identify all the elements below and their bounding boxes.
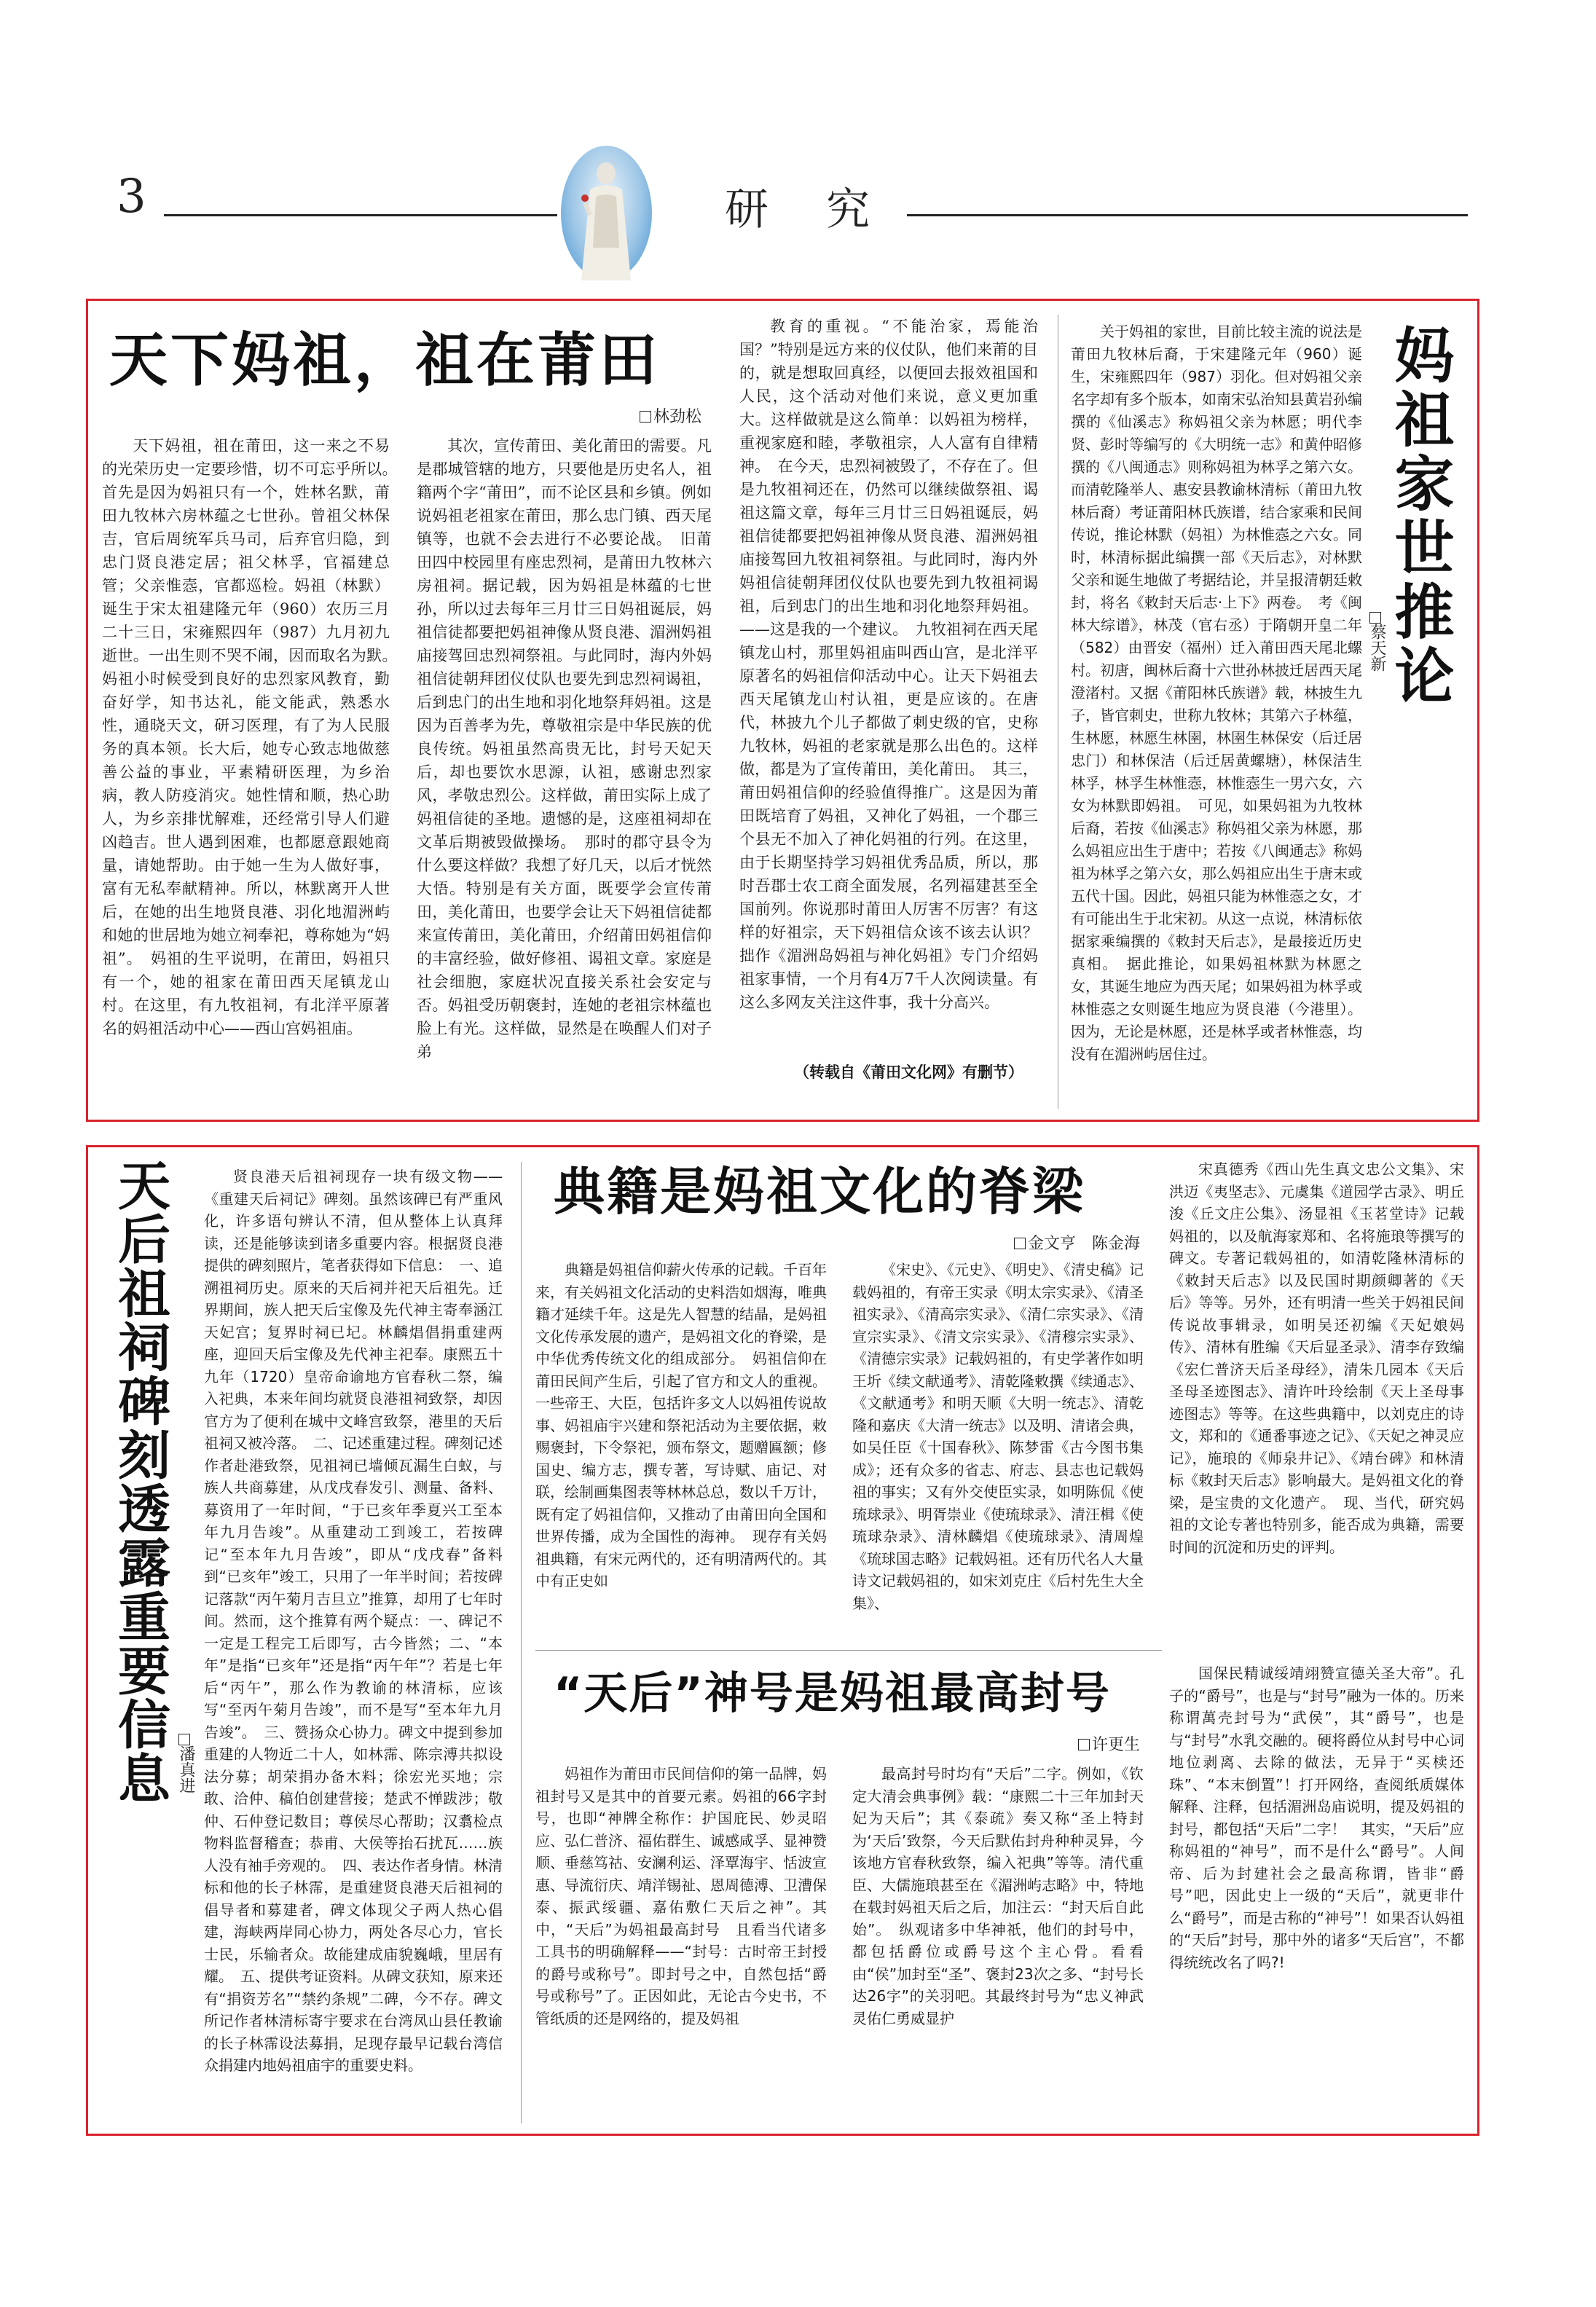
article2-title: 妈祖家世推论 [1385, 324, 1454, 709]
article1-author-name: 林劲松 [653, 408, 702, 426]
byline-square-icon [1369, 612, 1381, 624]
article4-col3 [1169, 1158, 1464, 1632]
article5-col2 [852, 1763, 1144, 2120]
article5-col3-text: 国保民精诚绥靖翊赞宣德关圣大帝”。孔子的“爵号”，也是与“封号”融为一体的。历来称谓萬壳封号为“武侯”，其“爵号”，也是与“封号”水乳交融的。硬将爵位从封号中心词地位剥离、去除的做法，无异于“买椟还珠”、“本末倒置”！打开网络，查阅纸质媒体解释、注释，包括湄洲岛庙说明，提及妈祖的封号，都包括“天后”二字！ 其实，“天后”应称妈祖的“神号”，而不是什么“爵号”。人间帝、后为封建社会之最高称谓，皆非“爵号”吧，因此史上一级的“天后”，就更非什么“爵号”，而是古称的“神号”！如果否认妈祖的“天后”封号，那中外的诸多“天后宫”，不都得统统改名了吗?! [1169, 1665, 1464, 1971]
article3-author-name: 潘真进 [177, 1745, 195, 1793]
page-number: 3 [117, 170, 146, 224]
article5-col3 [1169, 1662, 1464, 2121]
article4-authors-name: 金文亨 陈金海 [1028, 1235, 1141, 1253]
article3-body [204, 1166, 503, 2120]
article3-author [175, 1734, 197, 1793]
article2-text: 关于妈祖的家世，目前比较主流的说法是莆田九牧林后裔，于宋建隆元年（960）诞生，宋雍熙四年（987）羽化。但对妈祖父亲名字却有多个版本，如南宋弘治知县黄岩孙编撰的《仙溪志》称妈祖父亲为林愿；明代李贤、彭时等编写的《大明统一志》和黄仲昭修撰的《八闽通志》则称妈祖为林孚之第六女。而清乾隆举人、惠安县教谕林清标（莆田九牧林后裔）考证莆阳林氏族谱，结合家乘和民间传说，推论林默（妈祖）为林惟悫之六女。同时，林清标据此编撰一部《天后志》，对林默父亲和诞生地做了考据结论，并呈报清朝廷敕封，将名《敕封天后志·上下》两卷。 考《闽林大综谱》，林茂（官右丞）于隋朝开皇二年（582）由晋安（福州）迁入莆田西天尾北螺村。初唐，闽林后裔十六世孙林披迁居西天尾澄渚村。又据《莆阳林氏族谱》载，林披生九子，皆官刺史，世称九牧林；其第六子林蕴，生林愿，林愿生林圉，林圉生林保安（后迁居忠门）和林保洁（后迁居黄螺塘），林保洁生林孚，林孚生林惟悫，林惟悫生一男六女，六女为林默即妈祖。 可见，如果妈祖为九牧林后裔，若按《仙溪志》称妈祖父亲为林愿，那么妈祖应出生于唐中；若按《八闽通志》称妈祖为林孚之第六女，那么妈祖应出生于唐末或五代十国。因此，妈祖只能为林惟悫之女，才有可能出生于北宋初。从这一点说，林清标依据家乘编撰的《敕封天后志》，是最接近历史真相。 据此推论，如果妈祖林默为林愿之女，其诞生地应为西天尾；如果妈祖为林孚或林惟悫之女则诞生地应为贤良港（今港里）。因为，无论是林愿，还是林孚或者林惟悫，均没有在湄洲屿居住过。 [1071, 323, 1362, 1063]
byline-square-icon [1078, 1739, 1090, 1750]
header-rule-right [907, 214, 1468, 216]
article2-author-name: 蔡天新 [1368, 624, 1386, 672]
statue-icon [561, 146, 652, 280]
article1-col1-text: 天下妈祖，祖在莆田，这一来之不易的光荣历史一定要珍惜，切不可忘乎所以。 首先是因为妈祖只有一个，姓林名默，莆田九牧林六房林蕴之七世孙。曾祖父林保吉，官后周统军兵马司，后弃官归隐，到忠门贤良港定居；祖父林孚，官福建总管；父亲惟悫，官都巡检。妈祖（林默）诞生于宋太祖建隆元年（960）农历三月二十三日，宋雍熙四年（987）九月初九逝世。一出生则不哭不闹，因而取名为默。 妈祖小时候受到良好的忠烈家风教育，勤奋好学，知书达礼，能文能武，熟悉水性，通晓天文，研习医理，有了为人民服务的真本领。长大后，她专心致志地做慈善公益的事业，平素精研医理，为乡治病，教人防疫消灾。她性情和顺，热心助人，为乡亲排忧解难，还经常引导人们避凶趋吉。世人遇到困难，也都愿意跟她商量，请她帮助。由于她一生为人做好事，富有无私奉献精神。所以，林默离开人世后，在她的出生地贤良港、羽化地湄洲屿和她的世居地为她立祠奉祀，尊称她为“妈祖”。 妈祖的生平说明，在莆田，妈祖只有一个，她的祖家在莆田西天尾镇龙山村。在这里，有九牧祖祠，有北洋平原著名的妈祖活动中心——西山宫妈祖庙。 [102, 437, 405, 1037]
article5-author [1078, 1732, 1140, 1755]
article1-col1 [102, 434, 405, 1104]
article4-authors [1014, 1231, 1140, 1254]
header-rule-left [164, 214, 557, 216]
article5-author-name: 许更生 [1092, 1736, 1141, 1754]
article2-body [1071, 321, 1362, 1111]
article4-col3-text: 宋真德秀《西山先生真文忠公文集》、宋洪迈《夷坚志》、元虞集《道园学古录》、明丘浚《丘文庄公集》、汤显祖《玉茗堂诗》记载妈祖的，以及航海家郑和、名将施琅等撰写的碑文。专著记载妈祖的，如清乾隆林清标的《敕封天后志》以及民国时期颜卿著的《天后》等等。另外，还有明清一些关于妈祖民间传说故事辑录，如明吴还初编《天妃娘妈传》、清林有胜编《天后显圣录》、清李存致编《宏仁普济天后圣母经》，清朱几园本《天后圣母圣迹图志》、清许叶玲绘制《天上圣母事迹图志》等等。在这些典籍中，以刘克庄的诗文，郑和的《通番事迹之记》、《天妃之神灵应记》，施琅的《师泉井记》、《靖台碑》和林清标《敕封天后志》影响最大。是妈祖文化的脊梁，是宝贵的文化遗产。 现、当代，研究妈祖的文论专著也特别多，能否成为典籍，需要时间的沉淀和历史的评判。 [1169, 1160, 1464, 1556]
article5-col1 [535, 1763, 827, 2120]
article1-source: （转载自《莆田文化网》有删节） [794, 1064, 1023, 1081]
divider-horizontal-bottom [535, 1650, 1162, 1651]
article5-title: “天后”神号是妈祖最高封号 [554, 1668, 1111, 1719]
article5-col1-text: 妈祖作为莆田市民间信仰的第一品牌，妈祖封号又是其中的首要元素。妈祖的66字封号，也即“神牌全称作：护国庇民、妙灵昭应、弘仁普济、福佑群生、诚感咸孚、显神赞顺、垂慈笃祜、安澜利运、泽覃海宇、恬波宣惠、导流衍庆、靖洋锡祉、恩周德溥、卫漕保泰、振武绥疆、嘉佑敷仁天后之神”。其中，“天后”为妈祖最高封号 且看当代诸多工具书的明确解释——“封号：古时帝王封授的爵号或称号”。即封号之中，自然包括“爵号或称号”了。正因如此，无论古今史书，不管纸质的还是网络的，提及妈祖 [535, 1765, 827, 2027]
article4-title: 典籍是妈祖文化的脊梁 [554, 1162, 1085, 1222]
article4-col2 [852, 1259, 1144, 1652]
mazu-statue-photo [561, 146, 652, 280]
article1-col2 [417, 434, 712, 1104]
article1-title: 天下妈祖，祖在莆田 [109, 326, 660, 394]
article2-author [1366, 612, 1388, 672]
article1-col3 [739, 315, 1038, 1050]
article4-col2-text: 《宋史》、《元史》、《明史》、《清史稿》记载妈祖的，有帝王实录《明太宗实录》、《清圣祖实录》、《清高宗实录》、《清仁宗实录》、《清宣宗实录》、《清文宗实录》、《清穆宗实录》、《清德宗实录》记载妈祖的，有史学著作如明王圻《续文献通考》、清乾隆敕撰《续通志》、《文献通考》和明天顺《大明一统志》、清乾隆和嘉庆《大清一统志》以及明、清诸会典，如吴任臣《十国春秋》、陈梦雷《古今图书集成》；还有众多的省志、府志、县志也记载妈祖的事实；又有外交使臣实录，如明陈侃《使琉球录》、明胥崇业《使琉球录》、清汪楫《使琉球杂录》、清林麟焻《使琉球录》、清周煌《琉球国志略》记载妈祖。还有历代名人大量诗文记载妈祖的，如宋刘克庄《后村先生大全集》、 [852, 1261, 1144, 1612]
article4-col1 [535, 1259, 827, 1652]
article3-title: 天后祖祠碑刻透露重要信息 [109, 1158, 170, 1805]
article4-col1-text: 典籍是妈祖信仰薪火传承的记载。千百年来，有关妈祖文化活动的史料浩如烟海，唯典籍才延续千年。这是先人智慧的结晶，是妈祖文化传承发展的遗产，是妈祖文化的脊梁，是中华优秀传统文化的组成部分。 妈祖信仰在莆田民间产生后，引起了官方和文人的重视。一些帝王、大臣，包括许多文人以妈祖传说故事、妈祖庙宇兴建和祭祀活动为主要依据，敕赐褒封，下令祭祀，颁布祭文，题赠匾额；修国史、编方志，撰专著，写诗赋、庙记、对联，绘制画集图表等林林总总，数以千万计，既有定了妈祖信仰，又推动了由莆田向全国和世界传播，成为全国性的海神。 现存有关妈祖典籍，有宋元两代的，还有明清两代的。其中有正史如 [535, 1261, 827, 1589]
section-title: 研 究 [725, 184, 892, 235]
byline-square-icon [1014, 1238, 1026, 1249]
byline-square-icon [640, 411, 651, 423]
article3-text: 贤良港天后祖祠现存一块有级文物——《重建天后祠记》碑刻。虽然该碑已有严重风化，许多语句辨认不清，但从整体上认真拜读，还是能够读到诸多重要内容。根据贤良港提供的碑刻照片，笔者获得如下信息： 一、追溯祖祠历史。原来的天后祠并祀天后祖先。迁界期间，族人把天后宝像及先代神主寄奉涵江天妃宫；复界时祠已圮。林麟焻倡捐重建两座，迎回天后宝像及先代神主祀奉。康熙五十九年（1720）皇帝命谕地方官春秋二祭，编入祀典，本来年间均就贤良港祖祠致祭，却因官方为了便利在城中文峰宫致祭，港里的天后祖祠又被冷落。 二、记述重建过程。碑刻记述作者赴港致祭，见祖祠已墙倾瓦漏生白蚁，与族人共商募建，从戊戌春发引、测量、备料、募资用了一年时间，“于已亥年季夏兴工至本年九月告竣”。从重建动工到竣工，若按碑记“至本年九月告竣”，即从“戊戌春”备料到“已亥年”竣工，只用了一年半时间；若按碑记落款“丙午菊月吉旦立”推算，却用了七年时间。然而，这个推算有两个疑点：一、碑记不一定是工程完工后即写，古今皆然；二、“本年”是指“已亥年”还是指“丙午年”？若是七年后“丙午”，那么作为教谕的林清标，应该写“至丙午菊月告竣”，而不是写“至本年九月告竣”。 三、赞扬众心协力。碑文中提到参加重建的人物近二十人，如林霈、陈宗溥共拟设法分募；胡荣捐办备木料；徐宏光买地；宗敢、洽仲、稿伯创建营接；楚武不惮跋涉；敬仲、石仲登记数目；尊侯尽心帮助；汉翥检点物料监督稽查；恭甫、大侯等抬石扰瓦……族人没有袖手旁观的。 四、表达作者身情。林清标和他的长子林霈，是重建贤良港天后祖祠的倡导者和募建者，碑文体现父子两人热心倡建，海峡两岸同心协力，两处各尽心力，官长士民，乐输者众。故能建成庙貌巍峨，里居有耀。 五、提供考证资料。从碑文获知，原来还有“捐资芳名”“禁约条规”二碑，今不存。碑文所记作者林清标寄宇要求在台湾凤山县任教谕的长子林霈设法募捐，足现存最早记载台湾信众捐建内地妈祖庙宇的重要史料。 [204, 1168, 503, 2074]
article1-col2-text: 其次，宣传莆田、美化莆田的需要。凡是郡城管辖的地方，只要他是历史名人，祖籍两个字“莆田”，而不论区县和乡镇。例如说妈祖老祖家在莆田，那么忠门镇、西天尾镇等，也就不会去进行不必要论战。 旧莆田四中校园里有座忠烈祠，是莆田九牧林六房祖祠。据记载，因为妈祖是林蕴的七世孙，所以过去每年三月廿三日妈祖诞辰，妈祖信徒都要把妈祖神像从贤良港、湄洲妈祖庙接驾回忠烈祠祭祖。与此同时，海内外妈祖信徒朝拜团仪仗队也要先到忠烈祠谒祖，后到忠门的出生地和羽化地祭拜妈祖。这是因为百善孝为先，尊敬祖宗是中华民族的优良传统。妈祖虽然高贵无比，封号天妃天后，却也要饮水思源，认祖，感谢忠烈家风，孝敬忠烈公。这样做，莆田实际上成了妈祖信徒的圣地。遗憾的是，这座祖祠却在文革后期被毁做操场。 那时的郡守县令为什么要这样做？我想了好几天，以后才恍然大悟。特别是有关方面，既要学会宣传莆田，美化莆田，也要学会让天下妈祖信徒都来宣传莆田，美化莆田，介绍莆田妈祖信仰的丰富经验，做好修祖、谒祖文章。家庭是社会细胞，家庭状况直接关系社会安定与否。妈祖受历朝褒封，连她的老祖宗林蕴也脸上有光。这样做，显然是在唤醒人们对子弟 [417, 437, 712, 1061]
byline-square-icon [178, 1734, 190, 1745]
divider-vertical-bottom-left [521, 1162, 522, 2123]
article5-col2-text: 最高封号时均有“天后”二字。例如，《钦定大清会典事例》载：“康熙二十三年加封天妃为天后”；其《泰疏》奏又称“圣上特封为‘天后’致祭，今天后默佑封舟种种灵异，今该地方官春秋致祭，编入祀典”等等。清代重臣、大儒施琅甚至在《湄洲屿志略》中，特地在载封妈祖天后之后，加注云：“封天后自此始”。 纵观诸多中华神祇，他们的封号中，都包括爵位或爵号这个主心骨。看看由“侯”加封至“圣”、褒封23次之多、“封号长达26字”的关羽吧。其最终封号为“忠义神武灵佑仁勇威显护 [852, 1765, 1144, 2027]
article1-col3-text: 教育的重视。“不能治家，焉能治国？”特别是远方来的仪仗队，他们来莆的目的，就是想取回真经，以便回去报效祖国和人民，这个活动对他们来说，意义更加重大。这样做就是这么简单：以妈祖为榜样，重视家庭和睦，孝敬祖宗，人人富有自律精神。 在今天，忠烈祠被毁了，不存在了。但是九牧祖祠还在，仍然可以继续做祭祖、谒祖这篇文章，每年三月廿三日妈祖诞辰，妈祖信徒都要把妈祖神像从贤良港、湄洲妈祖庙接驾回九牧祖祠祭祖。与此同时，海内外妈祖信徒朝拜团仪仗队也要先到九牧祖祠谒祖，后到忠门的出生地和羽化地祭拜妈祖。——这是我的一个建议。 九牧祖祠在西天尾镇龙山村，那里妈祖庙叫西山宫，是北洋平原著名的妈祖信仰活动中心。让天下妈祖去西天尾镇龙山村认祖，更是应该的。在唐代，林披九个儿子都做了刺史级的官，史称九牧林，妈祖的老家就是那么出色的。这样做，都是为了宣传莆田，美化莆田。 其三，莆田妈祖信仰的经验值得推广。这是因为莆田既培育了妈祖，又神化了妈祖，一个郡三个县无不加入了神化妈祖的行列。在这里，由于长期坚持学习妈祖优秀品质，所以，那时吾郡士农工商全面发展，名列福建甚至全国前列。你说那时莆田人厉害不厉害？有这样的好祖宗，天下妈祖信众该不该去认识？拙作《湄洲岛妈祖与神化妈祖》专门介绍妈祖家事情，一个月有4万7千人次阅读量。有这么多网友关注这件事，我十分高兴。 [739, 318, 1038, 1011]
article1-author [640, 404, 701, 427]
